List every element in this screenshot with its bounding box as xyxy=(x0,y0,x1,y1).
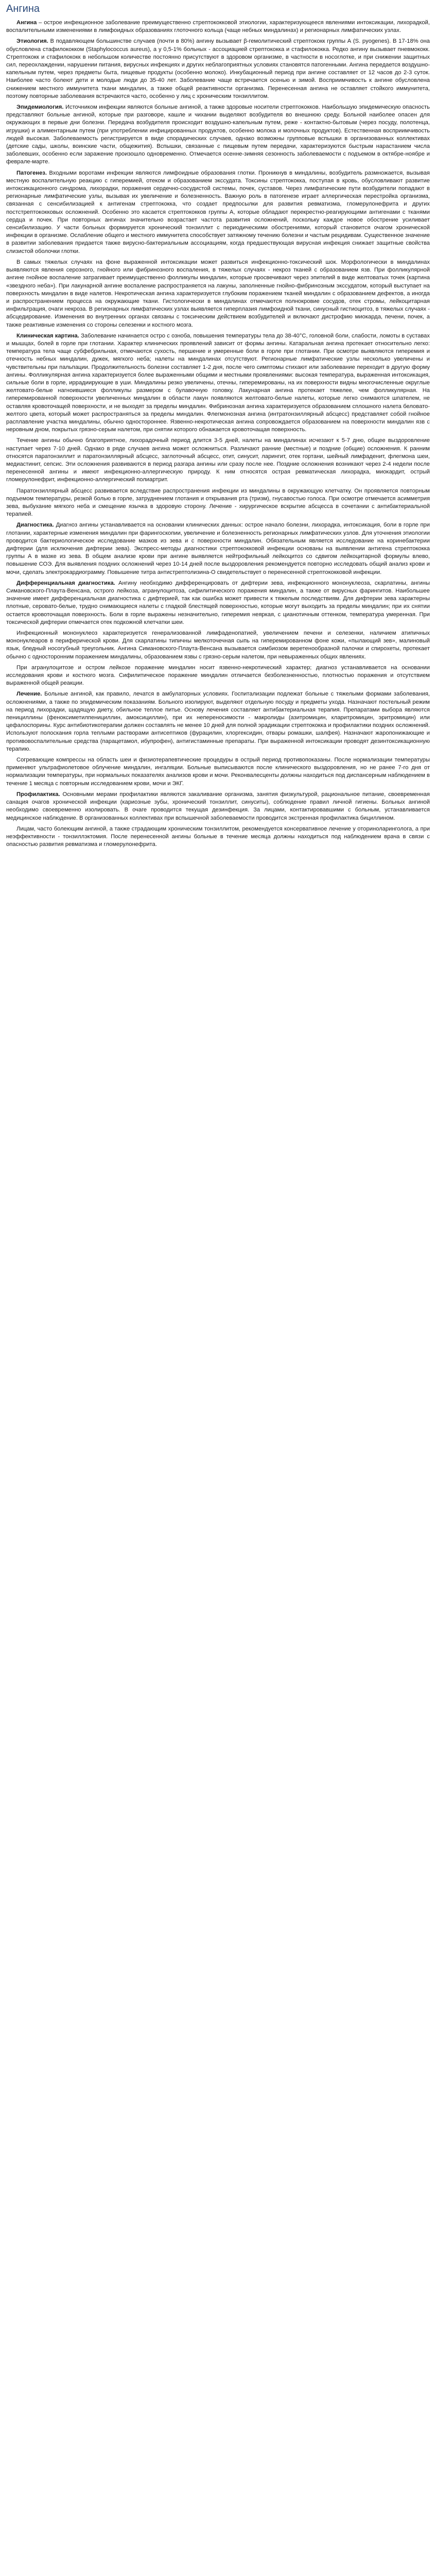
paragraph-text: В самых тяжелых случаях на фоне выраженной интоксикации может развиться инфекционно-токсический шок. Морфологически в миндалинах выявляются явления серозного, гнойного или фибринозного воспаления, в тяжелых случаях - некроз тканей с образованием язв. При фолликулярной ангине гнойное воспаление затрагивает преимущественно фолликулы миндалин, которые просвечивают через эпителий в виде желтоватых точек (картина «звездного неба»). При лакунарной ангине воспаление распространяется на лакуны, заполненные гнойно-фибринозным экссудатом, который выступает на поверхность миндалин в виде налетов. Некротическая ангина характеризуется глубоким поражением тканей миндалин с образованием дефектов, а иногда и распространением процесса на окружающие ткани. Гистологически в миндалинах отмечаются полнокровие сосудов, отек стромы, лейкоцитарная инфильтрация, очаги некроза. В регионарных лимфатических узлах выявляется гиперплазия лимфоидной ткани, синусный гистиоцитоз, в тяжелых случаях - абсцедирование. Изменения во внутренних органах связаны с токсическим действием возбудителей и включают дистрофию миокарда, печени, почек, а также реактивные изменения со стороны селезенки и костного мозга. xyxy=(6,259,430,328)
paragraph-text: Паратонзиллярный абсцесс развивается вследствие распространения инфекции из миндалины в окружающую клетчатку. Он проявляется повторным подъемом температуры, резкой болью в горле, затруднением глотания и открывания рта (тризм), гнусавостью голоса. При осмотре отмечается асимметрия зева, выбухание мягкого неба и смещение язычка в здоровую сторону. Лечение - хирургическое вскрытие абсцесса в сочетании с антибактериальной терапией. xyxy=(6,487,430,518)
paragraph-lead: Профилактика. xyxy=(16,791,60,798)
article-paragraph xyxy=(6,104,430,166)
paragraph-lead: Диагностика. xyxy=(16,522,54,529)
paragraph-text: Лицам, часто болеющим ангиной, а также страдающим хроническим тонзиллитом, рекомендуется консервативное лечение у оториноларинголога, а при неэффективности - тонзиллэктомия. После перенесенной ангины больные в течение месяца должны находиться под наблюдением врача в связи с опасностью развития ревматизма и гломерулонефрита. xyxy=(6,825,430,848)
paragraph-lead: Эпидемиология. xyxy=(16,104,64,111)
article-paragraph xyxy=(6,332,430,434)
paragraph-lead: Дифференциальная диагностика. xyxy=(16,580,115,586)
paragraph-lead: Этиология. xyxy=(16,38,48,45)
article-paragraph xyxy=(6,19,430,35)
paragraph-text: Входными воротами инфекции являются лимфоидные образования глотки. Проникнув в миндалины, возбудитель размножается, вызывая местную воспалительную реакцию с гиперемией, отеком и образованием экссудата. Токсины стрептококка, поступая в кровь, обусловливают развитие интоксикационного синдрома, лихорадки, поражения сердечно-сосудистой системы, почек, суставов. Через лимфатические пути возбудители попадают в регионарные лимфатические узлы, вызывая их увеличение и болезненность. Важную роль в патогенезе играет аллергическая перестройка организма, связанная с сенсибилизацией к антигенам стрептококка, что создает предпосылки для развития ревматизма, гломерулонефрита и других постстрептококковых осложнений. Особенно это касается стрептококков группы А, которые обладают перекрестно-реагирующими антигенами с тканями сердца и почек. При повторных ангинах значительно возрастает частота развития осложнений, поскольку каждое новое обострение усиливает сенсибилизацию. У части больных формируется хронический тонзиллит с периодическими обострениями, который становится очагом хронической инфекции в организме. Ослабление общего и местного иммунитета способствует затяжному течению болезни и частым рецидивам. Существенное значение в развитии заболевания придается также вирусно-бактериальным ассоциациям, когда предшествующая вирусная инфекция снижает защитные свойства слизистой оболочки глотки. xyxy=(6,170,430,255)
article-paragraph xyxy=(6,521,430,576)
paragraph-text: В подавляющем большинстве случаев (почти в 80%) ангину вызывает β-гемолитический стрептококк группы А (S. pyogenes). В 17-18% она обусловлена стафилококком (Staphylococcus aureus), а у 0,5-1% больных - ассоциацией стрептококка и стафилококка. Редко ангину вызывает пневмококк. Стрептококк и стафилококк в небольшом количестве постоянно присутствуют в здоровом организме, в частности в носоглотке, и при снижении защитных сил, переохлаждении, нарушении питания, вирусных инфекциях и других неблагоприятных условиях становятся патогенными. Ангина передается воздушно-капельным путем, через предметы быта, пищевые продукты (особенно молоко). Инкубационный период при ангине составляет от 12 часов до 2-3 суток. Наиболее часто болеют дети и молодые люди до 35-40 лет. Заболевание чаще встречается осенью и зимой. Восприимчивость к ангине обусловлена снижением местного иммунитета ткани миндалин, а также общей реактивности организма. Перенесенная ангина не оставляет стойкого иммунитета, поэтому повторные заболевания встречаются часто, особенно у лиц с хроническим тонзиллитом. xyxy=(6,38,430,99)
paragraph-lead: Лечение. xyxy=(16,691,42,698)
article-paragraph xyxy=(6,791,430,822)
document-page xyxy=(0,0,436,849)
paragraph-text: Больные ангиной, как правило, лечатся в амбулаторных условиях. Госпитализации подлежат больные с тяжелыми формами заболевания, осложнениями, а также по эпидемическим показаниям. Больного изолируют, выделяют отдельную посуду и предметы ухода. Назначают постельный режим на период лихорадки, щадящую диету, обильное теплое питье. Основу лечения составляет антибактериальная терапия. Препаратами выбора являются пенициллины (феноксиметилпенициллин, амоксициллин), при их непереносимости - макролиды (азитромицин, кларитромицин, эритромицин) или цефалоспорины. Курс антибиотикотерапии должен составлять не менее 10 дней для полной эрадикации стрептококка и профилактики поздних осложнений. Используют полоскания горла теплыми растворами антисептиков (фурацилин, хлоргексидин, отвары ромашки, шалфея). Назначают жаропонижающие и противовоспалительные средства (парацетамол, ибупрофен), антигистаминные препараты. При выраженной интоксикации проводят дезинтоксикационную терапию. xyxy=(6,691,430,752)
paragraph-text: Ангину необходимо дифференцировать от дифтерии зева, инфекционного мононуклеоза, скарлатины, ангины Симановского-Плаута-Венсана, острого лейкоза, агранулоцитоза, сифилитического поражения миндалин, а также от вирусных фарингитов. Наибольшее значение имеет дифференциальная диагностика с дифтерией, так как ошибка может привести к тяжелым последствиям. Для дифтерии зева характерны плотные, серовато-белые, трудно снимающиеся налеты с гладкой блестящей поверхностью, которые могут выходить за пределы миндалин; при их снятии остается кровоточащая поверхность. Боли в горле выражены незначительно, гиперемия неяркая, с цианотичным оттенком, температура умеренная. При токсической дифтерии отмечается отек подкожной клетчатки шеи. xyxy=(6,580,430,625)
paragraph-text: Инфекционный мононуклеоз характеризуется генерализованной лимфаденопатией, увеличением печени и селезенки, наличием атипичных мононуклеаров в периферической крови. Для скарлатины типичны мелкоточечная сыпь на гиперемированном фоне кожи, «пылающий зев», малиновый язык, бледный носогубный треугольник. Ангина Симановского-Плаута-Венсана вызывается симбиозом веретенообразной палочки и спирохеты, протекает обычно с односторонним поражением миндалины, образованием язвы с грязно-серым налетом, при невыраженных общих явлениях. xyxy=(6,630,430,660)
paragraph-text: Заболевание начинается остро с озноба, повышения температуры тела до 38-40°С, головной боли, слабости, ломоты в суставах и мышцах, болей в горле при глотании. Характер клинических проявлений зависит от формы ангины. Катаральная ангина протекает относительно легко: температура тела чаще субфебрильная, отмечаются сухость, першение и умеренные боли в горле при глотании. При осмотре выявляются гиперемия и отечность небных миндалин, дужек, мягкого неба; налеты на миндалинах отсутствуют. Регионарные лимфатические узлы несколько увеличены и чувствительны при пальпации. Продолжительность болезни составляет 1-2 дня, после чего симптомы стихают или заболевание переходит в другую форму ангины. Фолликулярная ангина характеризуется более выраженными общими и местными проявлениями: высокая температура, выраженная интоксикация, сильные боли в горле, иррадиирующие в уши. Миндалины резко увеличены, отечны, гиперемированы, на их поверхности видны многочисленные округлые желтовато-белые нагноившиеся фолликулы размером с булавочную головку. Лакунарная ангина протекает тяжелее, чем фолликулярная. На гиперемированной поверхности увеличенных миндалин в области лакун появляются желтовато-белые налеты, которые легко снимаются шпателем, не оставляя кровоточащей поверхности, и не выходят за пределы миндалин. Фибринозная ангина характеризуется образованием сплошного налета беловато-желтого цвета, который может распространяться за пределы миндалин. Флегмонозная ангина (интратонзиллярный абсцесс) представляет собой гнойное расплавление участка миндалины, обычно одностороннее. Язвенно-некротическая ангина сопровождается образованием на поверхности миндалин язв с неровным дном, покрытых грязно-серым налетом, при снятии которого обнажается кровоточащая поверхность. xyxy=(6,332,430,433)
article-paragraph xyxy=(6,664,430,688)
paragraph-text: Течение ангины обычно благоприятное, лихорадочный период длится 3-5 дней, налеты на миндалинах исчезают к 5-7 дню, общее выздоровление наступает через 7-10 дней. Однако в ряде случаев ангина может осложниться. Различают ранние (местные) и поздние (общие) осложнения. К ранним относятся паратонзиллит и паратонзиллярный абсцесс, заглоточный абсцесс, отит, синусит, ларингит, отек гортани, шейный лимфаденит, флегмона шеи, медиастинит, сепсис. Эти осложнения развиваются в период разгара ангины или сразу после нее. Поздние осложнения возникают через 2-4 недели после перенесенной ангины и имеют инфекционно-аллергическую природу. К ним относятся острая ревматическая лихорадка, миокардит, острый гломерулонефрит, инфекционно-аллергический полиартрит. xyxy=(6,437,430,483)
article-paragraph xyxy=(6,487,430,519)
article-paragraph xyxy=(6,259,430,329)
article-paragraph xyxy=(6,756,430,788)
article-paragraph xyxy=(6,630,430,661)
paragraph-text: При агранулоцитозе и остром лейкозе поражение миндалин носит язвенно-некротический характер; диагноз устанавливается на основании исследования крови и костного мозга. Сифилитическое поражение миндалин отличается безболезненностью, плотностью поражения и отсутствием выраженной общей реакции. xyxy=(6,664,430,687)
article-paragraph xyxy=(6,437,430,484)
article-paragraph xyxy=(6,170,430,256)
paragraph-lead: Ангина xyxy=(16,20,37,26)
page-title: Ангина xyxy=(6,3,40,14)
article-paragraph xyxy=(6,38,430,100)
paragraph-lead: Клиническая картина. xyxy=(16,332,79,339)
article-paragraph xyxy=(6,690,430,753)
article-paragraph xyxy=(6,825,430,849)
paragraph-text: – острое инфекционное заболевание преимущественно стрептококковой этиологии, характеризующееся явлениями интоксикации, лихорадкой, воспалительными изменениями в лимфоидных образованиях глоточного кольца (чаще небных миндалинах) и регионарных лимфатических узлах. xyxy=(6,20,430,34)
paragraph-text: Источником инфекции являются больные ангиной, а также здоровые носители стрептококков. Наибольшую эпидемическую опасность представляют больные ангиной, которые при разговоре, кашле и чихании выделяют возбудителя во внешнюю среду. Больной наиболее опасен для окружающих в первые дни болезни. Передача возбудителя происходит воздушно-капельным путем, реже - контактно-бытовым (через посуду, полотенца, игрушки) и алиментарным путем (при употреблении инфицированных продуктов, особенно молока и молочных продуктов). Естественная восприимчивость людей высокая. Заболеваемость регистрируется в виде спорадических случаев, однако возможны групповые вспышки в организованных коллективах (детские сады, школы, воинские части, общежития). Вспышки, связанные с пищевым путем передачи, характеризуются быстрым нарастанием числа заболевших, особенно если заражение произошло одновременно. Отмечается осенне-зимняя сезонность заболеваемости с подъемом в октябре-ноябре и феврале-марте. xyxy=(6,104,430,165)
article-body xyxy=(6,19,430,849)
paragraph-text: Основными мерами профилактики являются закаливание организма, занятия физкультурой, рациональное питание, своевременная санация очагов хронической инфекции (кариозные зубы, хронический тонзиллит, синуситы), соблюдение правил личной гигиены. Больных ангиной необходимо своевременно изолировать. В очаге проводится текущая дезинфекция. За лицами, контактировавшими с больным, устанавливается медицинское наблюдение. В организованных коллективах при вспышечной заболеваемости проводится экстренная профилактика бициллином. xyxy=(6,791,430,821)
paragraph-text: Согревающие компрессы на область шеи и физиотерапевтические процедуры в острый период противопоказаны. После нормализации температуры применяют ультрафиолетовое облучение миндалин, ингаляции. Больные выписываются после клинического выздоровления, но не ранее 7-го дня от нормализации температуры, при нормальных показателях анализов крови и мочи. Реконвалесценты должны находиться под диспансерным наблюдением в течение 1 месяца с повторным исследованием крови, мочи и ЭКГ. xyxy=(6,757,430,787)
article-paragraph xyxy=(6,580,430,626)
paragraph-lead: Патогенез. xyxy=(16,170,47,176)
paragraph-text: Диагноз ангины устанавливается на основании клинических данных: острое начало болезни, лихорадка, интоксикация, боли в горле при глотании, характерные изменения миндалин при фарингоскопии, увеличение и болезненность регионарных лимфатических узлов. Для уточнения этиологии проводится бактериологическое исследование мазков из зева и с поверхности миндалин. Обязательным является исследование на коринебактерии дифтерии (для исключения дифтерии зева). Экспресс-методы диагностики стрептококковой инфекции основаны на выявлении антигена стрептококка группы А в мазке из зева. В общем анализе крови при ангине выявляется нейтрофильный лейкоцитоз со сдвигом лейкоцитарной формулы влево, повышение СОЭ. Для выявления поздних осложнений через 10-14 дней после выздоровления рекомендуется повторно исследовать общий анализ крови и мочи, сделать электрокардиограмму. Повышение титра антистрептолизина-О свидетельствует о перенесенной стрептококковой инфекции. xyxy=(6,522,430,575)
